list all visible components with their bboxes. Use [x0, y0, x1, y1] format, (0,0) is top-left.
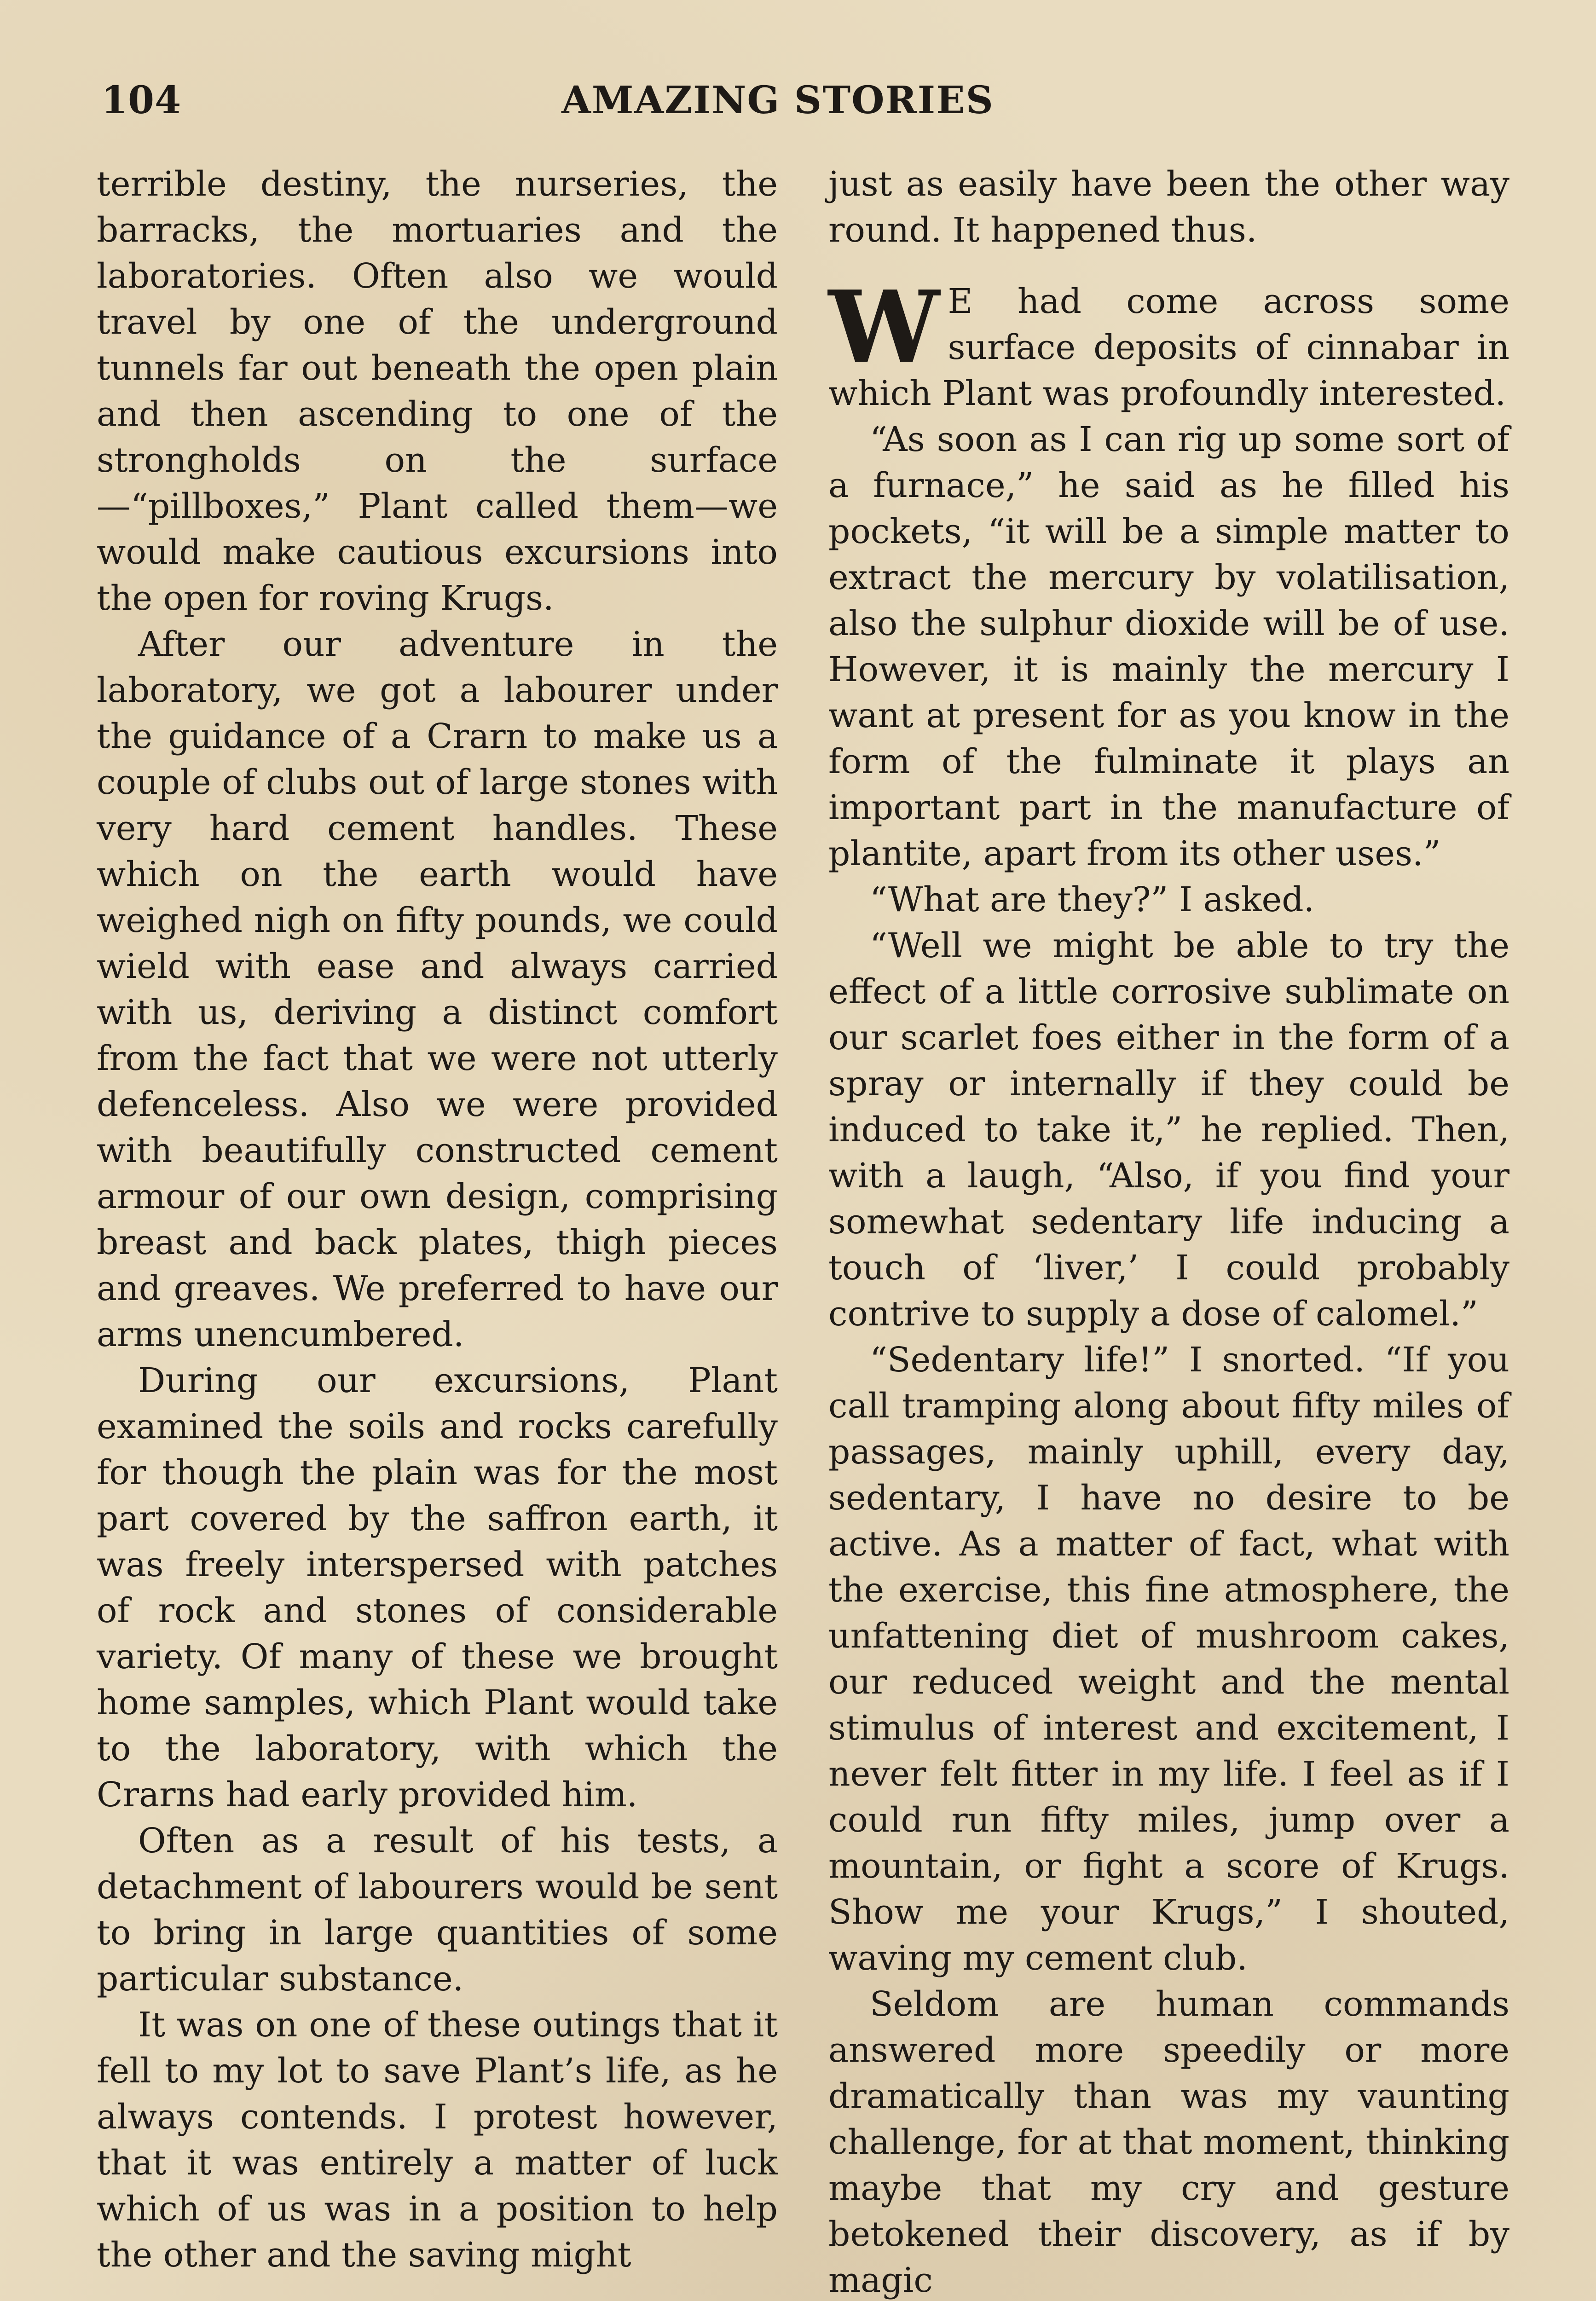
right-paragraph-furnace: “As soon as I can rig up some sort of a furnace,” he said as he filled his pockets, “it will be a simple matter to extract the mercury by volatilisation, also the sulphur dioxide will be of use. However, it is mainly the mercury I want at present for as you know in the form of the fulminate it plays an important part in the manufacture of plantite, apart from its other uses.” [828, 420, 1509, 873]
running-head: AMAZING STORIES [561, 78, 994, 122]
right-column [828, 161, 1509, 2301]
drop-cap: W [828, 269, 940, 385]
right-paragraph-question: “What are they?” I asked. [870, 880, 1315, 919]
right-paragraph-section-start [828, 269, 1509, 416]
left-paragraph-continuation: terrible destiny, the nurseries, the barracks, the mortuaries and the laboratories. Often also we would travel by one of the underground tunnels far out beneath the open plain and then ascending to one of the strongholds on the surface—“pillboxes,” Plant called them—we would make cautious excursions into the open for roving Krugs. [97, 164, 778, 618]
right-paragraph-sublimate: “Well we might be able to try the effect of a little corrosive sublimate on our scarlet foes either in the form of a spray or internally if they could be induced to take it,” he replied. Then, with a laugh, “Also, if you find your somewhat sedentary life inducing a touch of ‘liver,’ I could probably contrive to supply a dose of calomel.” [828, 926, 1509, 1334]
left-paragraph-laboratory: After our adventure in the laboratory, we got a labourer under the guidance of a Crarn to make us a couple of clubs out of large stones with very hard cement handles. These which on the earth would have weighed nigh on fifty pounds, we could wield with ease and always carried with us, deriving a distinct comfort from the fact that we were not utterly defenceless. Also we were provided with beautifully constructed cement armour of our own design, comprising breast and back plates, thigh pieces and greaves. We preferred to have our arms unencumbered. [97, 624, 778, 1354]
right-paragraph-continuation: just as easily have been the other way round. It happened thus. [828, 164, 1509, 250]
section-start-text: E had come across some surface deposits of cinnabar in which Plant was profoundly interested. [828, 282, 1509, 413]
left-column [97, 161, 778, 2301]
page-header [101, 78, 1454, 129]
left-paragraph-tests: Often as a result of his tests, a detachment of labourers would be sent to bring in large quantities of some particular substance. [97, 1821, 778, 1999]
left-paragraph-outings: It was on one of these outings that it fell to my lot to save Plant’s life, as he always contends. I protest however, that it was entirely a matter of luck which of us was in a position to help the other and the saving might [97, 2005, 778, 2275]
page-number: 104 [101, 78, 182, 122]
left-paragraph-excursions: During our excursions, Plant examined the soils and rocks carefully for though the plain was for the most part covered by the saffron earth, it was freely interspersed with patches of rock and stones of considerable variety. Of many of these we brought home samples, which Plant would take to the laboratory, with which the Crarns had early provided him. [97, 1361, 778, 1815]
right-paragraph-challenge: Seldom are human commands answered more speedily or more dramatically than was my vaunting challenge, for at that moment, thinking maybe that my cry and gesture betokened their discovery, as if by magic [828, 1984, 1509, 2300]
right-paragraph-sedentary: “Sedentary life!” I snorted. “If you call tramping along about fifty miles of passages, mainly uphill, every day, sedentary, I have no desire to be active. As a matter of fact, what with the exercise, this fine atmosphere, the unfattening diet of mushroom cakes, our reduced weight and the mental stimulus of interest and excitement, I never felt fitter in my life. I feel as if I could run fifty miles, jump over a mountain, or fight a score of Krugs. Show me your Krugs,” I shouted, waving my cement club. [828, 1340, 1509, 1978]
